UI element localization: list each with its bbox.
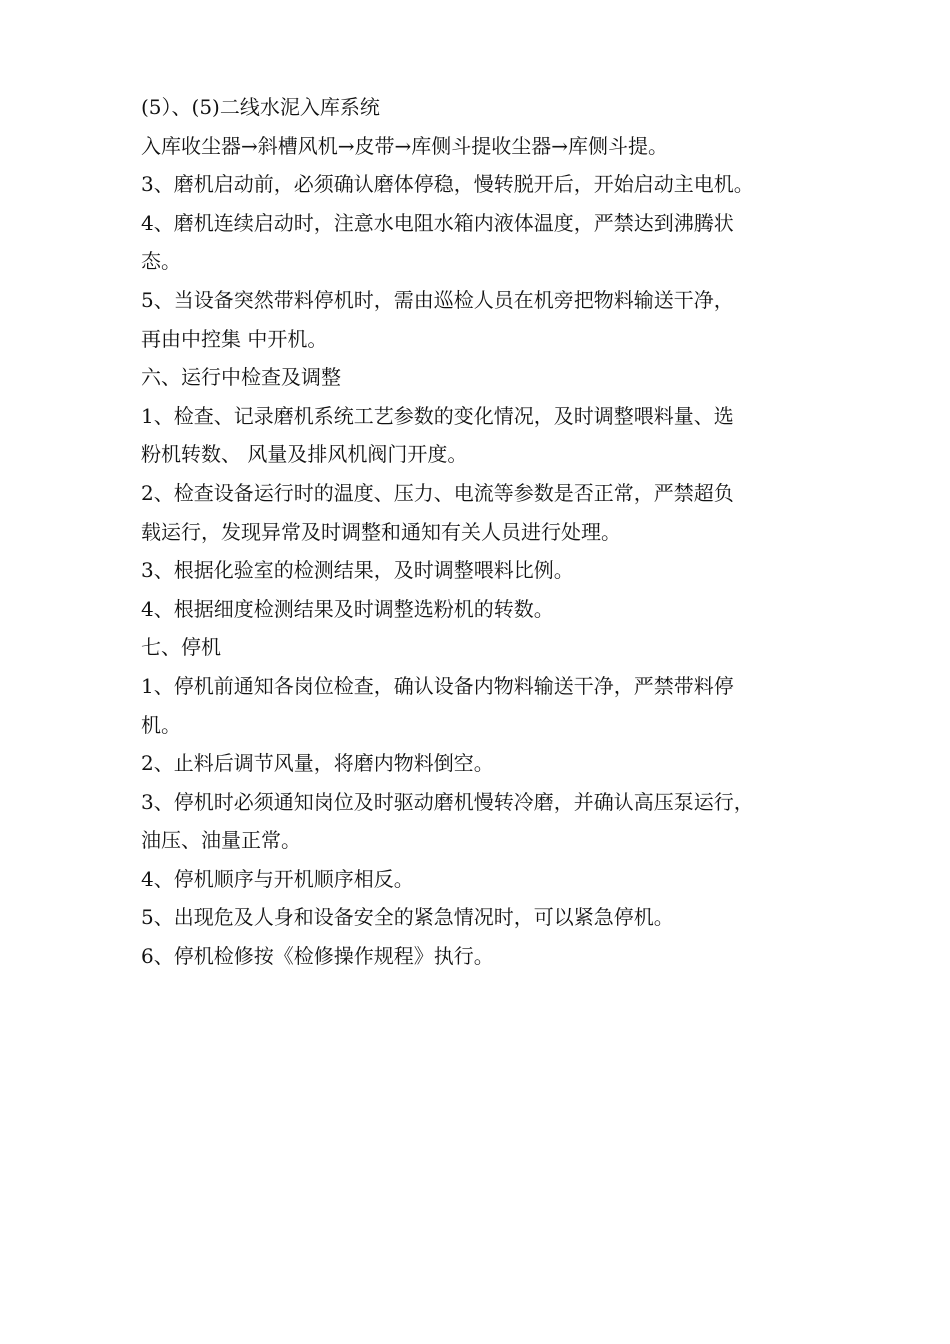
section-heading-shutdown: 七、停机 [141, 635, 221, 660]
paragraph-line: 4、停机顺序与开机顺序相反。 [141, 866, 414, 891]
paragraph-line: 3、停机时必须通知岗位及时驱动磨机慢转冷磨，并确认高压泵运行， [141, 789, 754, 814]
paragraph-line: 5、出现危及人身和设备安全的紧急情况时，可以紧急停机。 [141, 905, 674, 930]
paragraph-line: 油压、油量正常。 [141, 828, 301, 853]
paragraph-line: 3、根据化验室的检测结果，及时调整喂料比例。 [141, 558, 574, 583]
paragraph-line: 4、根据细度检测结果及时调整选粉机的转数。 [141, 596, 554, 621]
paragraph-line: 机。 [141, 712, 181, 737]
paragraph-line: 5、当设备突然带料停机时，需由巡检人员在机旁把物料输送干净， [141, 287, 734, 312]
paragraph-line: 1、检查、记录磨机系统工艺参数的变化情况，及时调整喂料量、选 [141, 403, 734, 428]
paragraph-line: 3、磨机启动前，必须确认磨体停稳，慢转脱开后，开始启动主电机。 [141, 172, 754, 197]
paragraph-line: 载运行，发现异常及时调整和通知有关人员进行处理。 [141, 519, 621, 544]
section-heading-cement-storage: (5）、(5)二线水泥入库系统 [141, 95, 380, 119]
paragraph-line: 2、止料后调节风量，将磨内物料倒空。 [141, 751, 494, 776]
document-body [141, 88, 831, 976]
paragraph-line: 粉机转数、 风量及排风机阀门开度。 [141, 442, 468, 467]
paragraph-line: 6、停机检修按《检修操作规程》执行。 [141, 944, 494, 969]
paragraph-line: 4、磨机连续启动时，注意水电阻水箱内液体温度，严禁达到沸腾状 [141, 210, 734, 235]
paragraph-line: 1、停机前通知各岗位检查，确认设备内物料输送干净，严禁带料停 [141, 673, 734, 698]
paragraph-line: 2、检查设备运行时的温度、压力、电流等参数是否正常，严禁超负 [141, 480, 734, 505]
section-heading-operation-check: 六、运行中检查及调整 [141, 365, 341, 390]
paragraph-line: 入库收尘器→斜槽风机→皮带→库侧斗提收尘器→库侧斗提。 [141, 133, 669, 158]
paragraph-line: 态。 [141, 249, 181, 274]
paragraph-line: 再由中控集 中开机。 [141, 326, 328, 351]
